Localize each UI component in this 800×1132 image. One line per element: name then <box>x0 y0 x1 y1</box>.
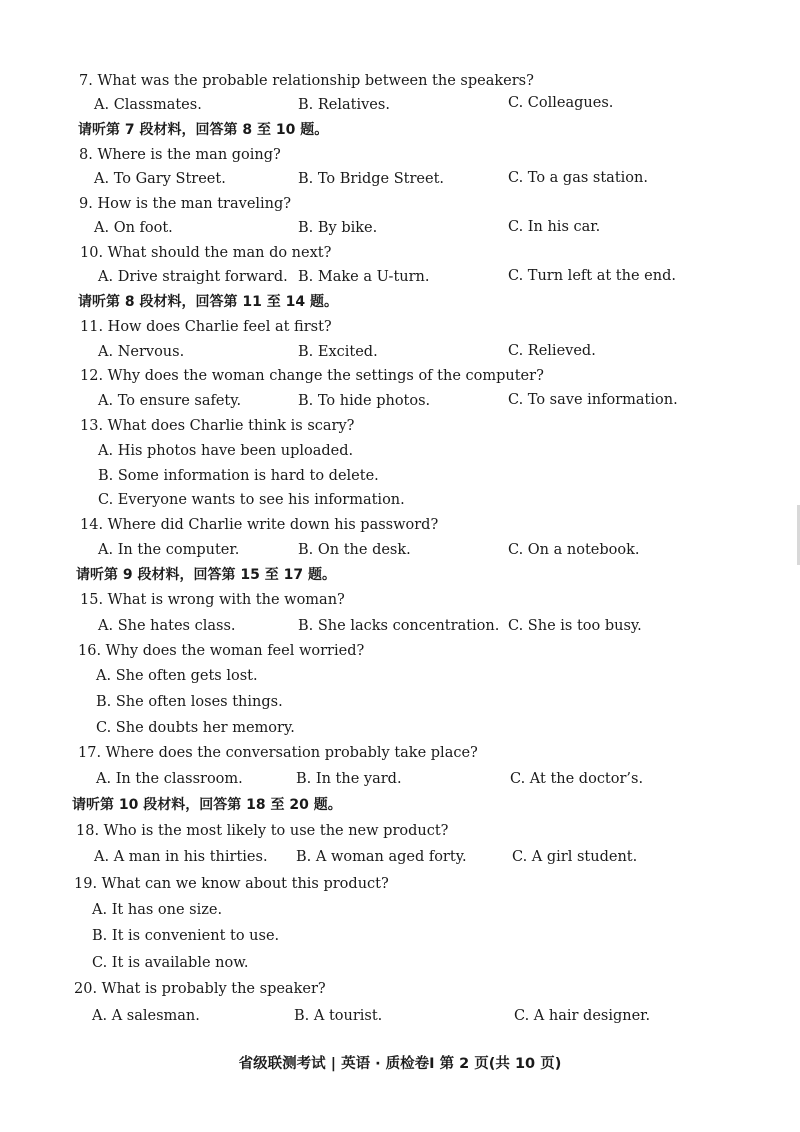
option-a: A. In the classroom. <box>96 771 243 787</box>
question-stem: 16. Why does the woman feel worried? <box>78 643 365 659</box>
option-b: B. In the yard. <box>296 771 402 787</box>
option-b: B. Excited. <box>298 344 378 360</box>
option-b: B. By bike. <box>298 220 378 236</box>
option-a: A. She often gets lost. <box>96 668 258 684</box>
option-c: C. At the doctor’s. <box>510 771 644 787</box>
option-c: C. To a gas station. <box>508 170 648 186</box>
option-c: C. She is too busy. <box>508 618 642 634</box>
question-stem: 17. Where does the conversation probably take place? <box>78 745 478 761</box>
option-a: A. A man in his thirties. <box>94 849 268 865</box>
option-b: B. To hide photos. <box>298 393 431 409</box>
option-b: B. Some information is hard to delete. <box>98 468 379 484</box>
option-c: C. Relieved. <box>508 343 596 359</box>
page-footer: 省级联测考试 | 英语 · 质检卷Ⅰ 第 2 页(共 10 页) <box>238 1056 562 1072</box>
question-stem: 20. What is probably the speaker? <box>74 981 326 997</box>
option-a: A. It has one size. <box>92 902 223 918</box>
option-b: B. It is convenient to use. <box>92 928 280 944</box>
question-stem: 12. Why does the woman change the settings of the computer? <box>80 368 544 384</box>
option-b: B. A tourist. <box>294 1008 383 1024</box>
option-b: B. To Bridge Street. <box>298 171 445 187</box>
option-a: A. On foot. <box>94 220 173 236</box>
option-b: B. Make a U-turn. <box>298 269 430 285</box>
option-a: A. Drive straight forward. <box>98 269 288 285</box>
option-a: A. Classmates. <box>94 97 202 113</box>
option-a: A. She hates class. <box>98 618 236 634</box>
option-c: C. Turn left at the end. <box>508 268 676 284</box>
option-b: B. On the desk. <box>298 542 411 558</box>
option-a: A. To Gary Street. <box>94 171 226 187</box>
question-stem: 9. How is the man traveling? <box>79 196 292 212</box>
option-b: B. She often loses things. <box>96 694 283 710</box>
option-c: C. A girl student. <box>512 849 638 865</box>
option-c: C. She doubts her memory. <box>96 720 295 736</box>
question-stem: 19. What can we know about this product? <box>74 876 389 892</box>
option-b: B. She lacks concentration. <box>298 618 500 634</box>
option-c: C. On a notebook. <box>508 542 640 558</box>
option-c: C. It is available now. <box>92 955 249 971</box>
section-instruction: 请听第 7 段材料，回答第 8 至 10 题。 <box>78 122 329 138</box>
option-c: C. Colleagues. <box>508 95 614 111</box>
option-a: A. Nervous. <box>98 344 185 360</box>
section-instruction: 请听第 10 段材料，回答第 18 至 20 题。 <box>72 797 342 813</box>
option-a: A. To ensure safety. <box>98 393 242 409</box>
option-c: C. To save information. <box>508 392 678 408</box>
question-stem: 11. How does Charlie feel at first? <box>80 319 332 335</box>
option-b: B. A woman aged forty. <box>296 849 467 865</box>
section-instruction: 请听第 9 段材料，回答第 15 至 17 题。 <box>76 567 336 583</box>
question-stem: 13. What does Charlie think is scary? <box>80 418 355 434</box>
question-stem: 14. Where did Charlie write down his password? <box>80 517 439 533</box>
section-instruction: 请听第 8 段材料，回答第 11 至 14 题。 <box>78 294 338 310</box>
question-stem: 18. Who is the most likely to use the new product? <box>76 823 449 839</box>
question-stem: 7. What was the probable relationship between the speakers? <box>79 73 534 89</box>
option-a: A. His photos have been uploaded. <box>98 443 354 459</box>
option-c: C. Everyone wants to see his information. <box>98 492 405 508</box>
question-stem: 10. What should the man do next? <box>80 245 332 261</box>
option-c: C. In his car. <box>508 219 601 235</box>
option-a: A. In the computer. <box>98 542 240 558</box>
option-a: A. A salesman. <box>92 1008 200 1024</box>
option-c: C. A hair designer. <box>514 1008 651 1024</box>
option-b: B. Relatives. <box>298 97 390 113</box>
question-stem: 15. What is wrong with the woman? <box>80 592 345 608</box>
question-stem: 8. Where is the man going? <box>79 147 281 163</box>
